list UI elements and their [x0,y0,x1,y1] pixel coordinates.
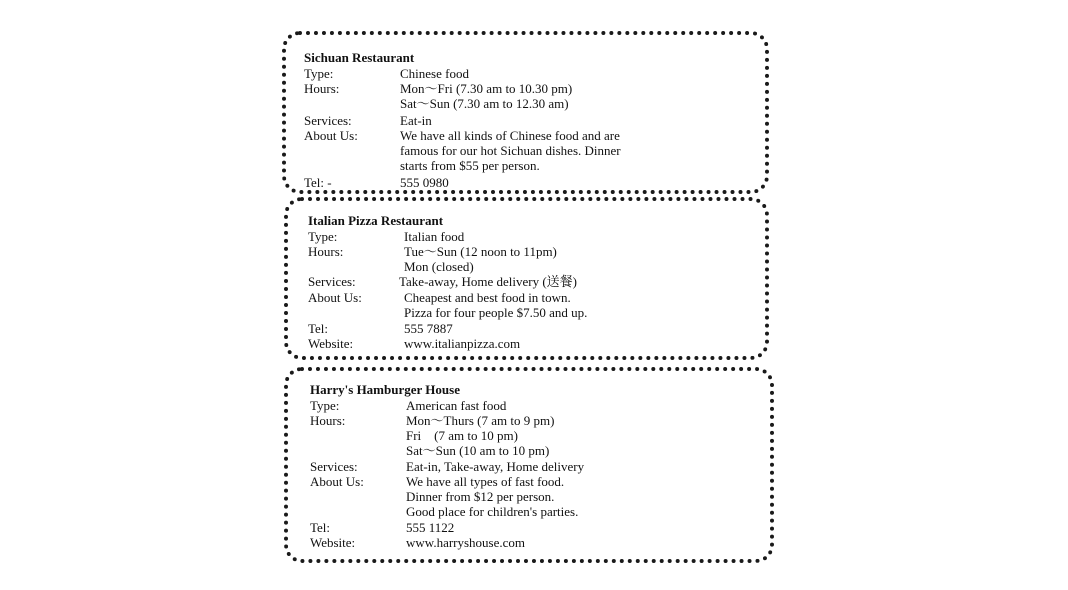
info-value: 555 7887 [404,321,453,336]
info-value: Tue～Sun (12 noon to 11pm) [404,244,557,259]
info-label: Services: [308,274,356,289]
info-value: American fast food [406,398,507,413]
info-label: Tel: [310,520,331,535]
info-label: Hours: [310,413,346,428]
info-label: About Us: [304,128,358,143]
restaurant-name: Sichuan Restaurant [304,50,415,65]
info-label: Hours: [304,81,340,96]
info-label: About Us: [308,290,362,305]
info-label: Type: [308,229,338,244]
info-label: Services: [304,113,352,128]
website-link[interactable]: www.harryshouse.com [406,535,526,550]
info-value: Mon～Thurs (7 am to 9 pm) [406,413,555,428]
info-label: Type: [304,66,334,81]
info-label: Services: [310,459,358,474]
info-value: starts from $55 per person. [400,158,540,173]
info-value: Mon～Fri (7.30 am to 10.30 pm) [400,81,573,96]
info-value: We have all types of fast food. [406,474,565,489]
info-label: Tel: [308,321,329,336]
info-label: Hours: [308,244,344,259]
info-value: Mon (closed) [404,259,474,274]
info-value: famous for our hot Sichuan dishes. Dinner [400,143,621,158]
info-value: Fri (7 am to 10 pm) [406,428,518,443]
info-value: Chinese food [400,66,469,81]
info-value: Cheapest and best food in town. [404,290,571,305]
info-value: Italian food [404,229,465,244]
info-value: Sat～Sun (7.30 am to 12.30 am) [400,96,569,111]
info-value: Good place for children's parties. [406,504,579,519]
info-label: Website: [310,535,356,550]
info-value: Dinner from $12 per person. [406,489,555,504]
restaurant-card-harrys-hamburger [284,367,774,563]
info-value: Take-away, Home delivery (送餐) [399,274,578,289]
website-link[interactable]: www.italianpizza.com [404,336,521,351]
info-value: Sat～Sun (10 am to 10 pm) [406,443,550,458]
info-value: We have all kinds of Chinese food and are [400,128,620,143]
info-value: Eat-in, Take-away, Home delivery [406,459,585,474]
restaurant-name: Harry's Hamburger House [310,382,460,397]
info-value: Pizza for four people $7.50 and up. [404,305,588,320]
restaurant-card-sichuan [282,31,769,194]
info-value: 555 0980 [400,175,449,190]
info-label: Website: [308,336,354,351]
restaurant-card-italian-pizza [284,197,769,360]
info-value: 555 1122 [406,520,455,535]
info-value: Eat-in [400,113,432,128]
restaurant-name: Italian Pizza Restaurant [308,213,444,228]
info-label: Tel: - [304,175,332,190]
info-label: About Us: [310,474,364,489]
info-label: Type: [310,398,340,413]
